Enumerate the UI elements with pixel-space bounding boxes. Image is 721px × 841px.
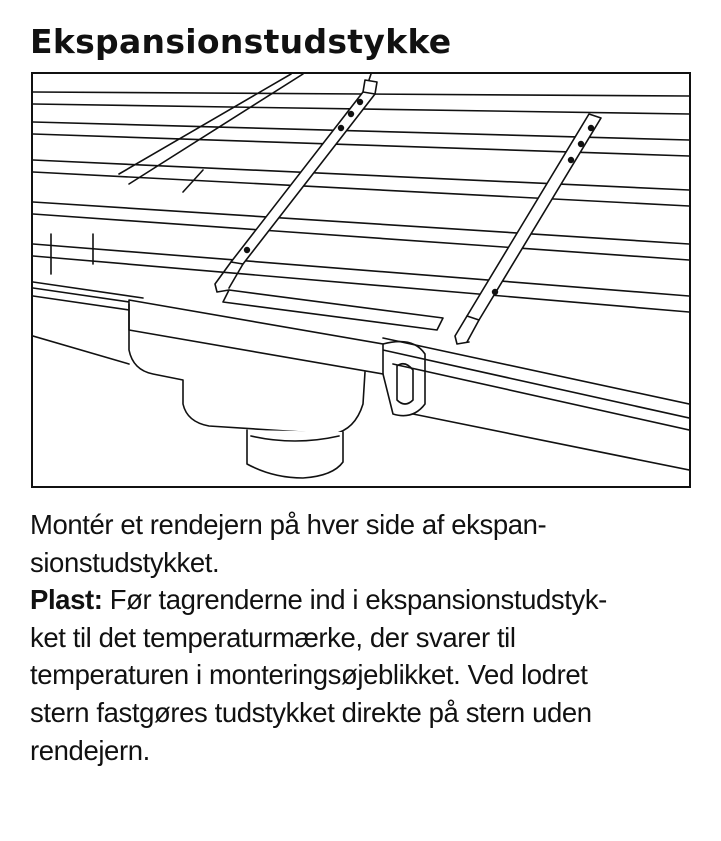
text-line: ket til det temperaturmærke, der svarer til — [30, 621, 516, 653]
instruction-paragraph-2 — [30, 581, 710, 769]
instruction-paragraph-1 — [30, 506, 710, 581]
installation-illustration — [31, 72, 691, 488]
text-line: rendejern. — [30, 734, 150, 766]
text-line: stern fastgøres tudstykket direkte på stern uden — [30, 696, 592, 728]
page-title: Ekspansionstudstykke — [30, 22, 452, 61]
instructions — [30, 506, 710, 769]
material-label: Plast: — [30, 584, 103, 616]
downpipe — [247, 430, 343, 478]
text-line: sionstudstykket. — [30, 546, 220, 578]
text-line: Montér et rendejern på hver side af ekspan- — [30, 509, 547, 540]
text-line: Før tagrenderne ind i ekspansionstudstyk- — [102, 584, 607, 616]
text-line: temperaturen i monteringsøjeblikket. Ved lodret — [30, 659, 588, 691]
